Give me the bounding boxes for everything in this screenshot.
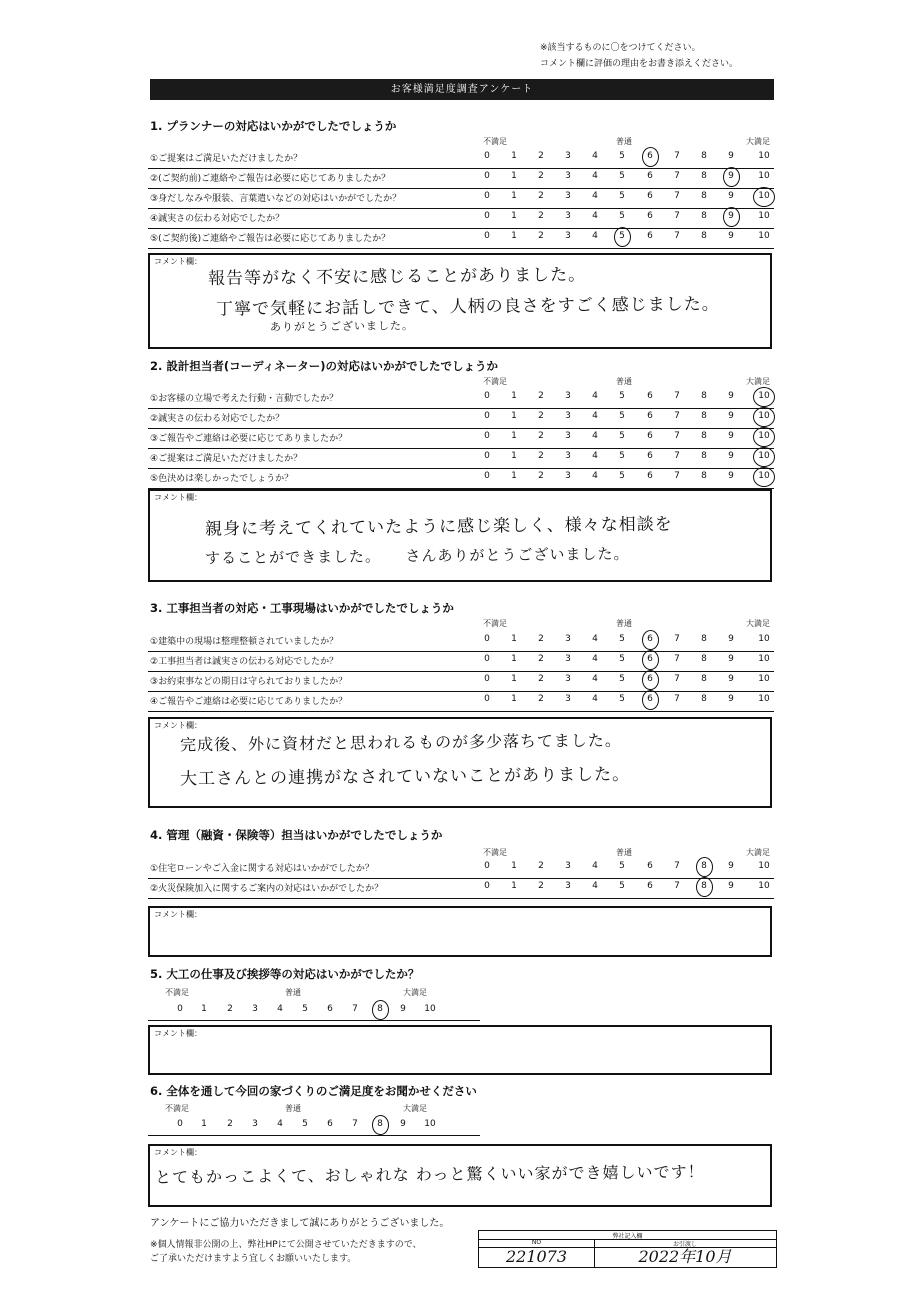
rating-option[interactable]: 0 xyxy=(484,861,490,871)
rating-option[interactable]: 10 xyxy=(758,171,770,181)
question-row xyxy=(148,428,774,449)
section-4-comment-box[interactable] xyxy=(148,906,772,957)
rating-option[interactable]: 2 xyxy=(538,674,544,684)
rating-option[interactable]: 2 xyxy=(538,881,544,891)
rating-option[interactable]: 6 xyxy=(327,1119,333,1129)
rating-option[interactable]: 7 xyxy=(674,881,680,891)
rating-option[interactable]: 3 xyxy=(565,471,571,481)
rating-option[interactable]: 0 xyxy=(484,654,490,664)
rating-option[interactable]: 1 xyxy=(511,694,517,704)
section-3-scale-low: 不満足 xyxy=(483,619,507,628)
rating-option[interactable]: 3 xyxy=(565,411,571,421)
comment-label: コメント欄： xyxy=(154,1148,202,1157)
section-2-scale-high: 大満足 xyxy=(746,377,770,386)
rating-option[interactable]: 10 xyxy=(758,231,770,241)
rating-option[interactable]: 9 xyxy=(728,861,734,871)
record-number: 221073 xyxy=(479,1247,595,1267)
rating-option[interactable]: 5 xyxy=(619,634,625,644)
rating-option[interactable]: 0 xyxy=(484,431,490,441)
rating-option[interactable]: 9 xyxy=(400,1004,406,1014)
rating-option[interactable]: 1 xyxy=(511,861,517,871)
rating-option[interactable]: 10 xyxy=(758,151,770,161)
rating-option[interactable]: 7 xyxy=(352,1004,358,1014)
section-3-scale-mid: 普通 xyxy=(616,619,632,628)
rating-option-selected[interactable]: 10 xyxy=(755,191,773,201)
rating-option[interactable]: 1 xyxy=(511,171,517,181)
question-text: ③お約束事などの期日は守られておりましたか？ xyxy=(150,677,348,687)
privacy-note-2: ご了承いただけますよう宜しくお願いいたします。 xyxy=(150,1254,357,1264)
question-text: ①建築中の現場は整理整頓されていましたか？ xyxy=(150,637,339,647)
rating-option[interactable]: 8 xyxy=(701,191,707,201)
rating-option[interactable]: 9 xyxy=(728,634,734,644)
rating-option[interactable]: 5 xyxy=(302,1119,308,1129)
question-row xyxy=(148,448,774,469)
question-row xyxy=(148,858,774,879)
question-row xyxy=(148,388,774,409)
rating-option-selected[interactable]: 10 xyxy=(755,451,773,461)
rating-option[interactable]: 4 xyxy=(592,634,598,644)
question-row xyxy=(148,878,774,899)
question-text: ①住宅ローンやご入金に関する対応はいかがでしたか？ xyxy=(150,864,374,874)
rating-option[interactable]: 0 xyxy=(484,211,490,221)
rating-option[interactable]: 3 xyxy=(565,151,571,161)
section-5-comment-box[interactable] xyxy=(148,1025,772,1075)
section-4-title: 4. 管理（融資・保険等）担当はいかがでしたでしょうか xyxy=(150,828,443,842)
rating-option[interactable]: 2 xyxy=(538,694,544,704)
section-6-scale-low: 不満足 xyxy=(165,1104,189,1113)
rating-option[interactable]: 0 xyxy=(484,171,490,181)
question-row xyxy=(148,691,774,712)
rating-option[interactable]: 3 xyxy=(565,694,571,704)
handwritten-comment: ありがとうございました。 xyxy=(269,319,415,334)
rating-option[interactable]: 3 xyxy=(565,881,571,891)
rating-option-selected[interactable]: 6 xyxy=(641,694,659,704)
section-2-title: 2. 設計担当者(コーディネーター)の対応はいかがでしたでしょうか xyxy=(150,359,498,373)
rating-option[interactable]: 6 xyxy=(647,411,653,421)
rating-option[interactable]: 5 xyxy=(302,1004,308,1014)
rating-option[interactable]: 0 xyxy=(484,694,490,704)
rating-option[interactable]: 3 xyxy=(565,861,571,871)
rating-option[interactable]: 9 xyxy=(728,431,734,441)
rating-option[interactable]: 9 xyxy=(400,1119,406,1129)
rating-option[interactable]: 2 xyxy=(538,391,544,401)
question-row xyxy=(148,468,774,489)
rating-option[interactable]: 9 xyxy=(728,674,734,684)
thanks-text: アンケートにご協力いただきまして誠にありがとうございました。 xyxy=(150,1218,450,1229)
rating-option[interactable]: 5 xyxy=(619,171,625,181)
rating-line xyxy=(148,1020,480,1021)
rating-option[interactable]: 1 xyxy=(511,191,517,201)
instruction-note-1: ※該当するものに〇をつけてください。 xyxy=(540,43,701,53)
rating-option[interactable]: 2 xyxy=(538,191,544,201)
rating-option[interactable]: 2 xyxy=(538,411,544,421)
instruction-note-2: コメント欄に評価の理由をお書き添えください。 xyxy=(540,59,739,69)
rating-option-selected[interactable]: 5 xyxy=(613,231,631,241)
rating-option[interactable]: 0 xyxy=(484,191,490,201)
rating-option[interactable]: 8 xyxy=(701,171,707,181)
rating-option[interactable]: 0 xyxy=(177,1004,183,1014)
rating-option[interactable]: 7 xyxy=(674,654,680,664)
rating-option-selected[interactable]: 8 xyxy=(371,1004,389,1014)
section-3-scale-high: 大満足 xyxy=(746,619,770,628)
rating-option[interactable]: 3 xyxy=(565,191,571,201)
rating-option[interactable]: 8 xyxy=(701,411,707,421)
rating-option[interactable]: 7 xyxy=(674,231,680,241)
rating-option[interactable]: 6 xyxy=(647,471,653,481)
rating-option-selected[interactable]: 8 xyxy=(371,1119,389,1129)
office-use-header: 弊社記入欄 xyxy=(479,1231,776,1240)
question-row xyxy=(148,208,774,229)
rating-option[interactable]: 7 xyxy=(674,391,680,401)
rating-option[interactable]: 10 xyxy=(758,674,770,684)
rating-option-selected[interactable]: 10 xyxy=(755,391,773,401)
rating-option[interactable]: 0 xyxy=(484,881,490,891)
rating-option[interactable]: 6 xyxy=(647,431,653,441)
handwritten-comment: 大工さんとの連携がなされていないことがありました。 xyxy=(179,764,631,790)
rating-option[interactable]: 2 xyxy=(538,211,544,221)
rating-option[interactable]: 4 xyxy=(277,1004,283,1014)
section-2-scale-low: 不満足 xyxy=(483,377,507,386)
rating-option[interactable]: 6 xyxy=(647,191,653,201)
rating-option[interactable]: 5 xyxy=(619,654,625,664)
rating-option[interactable]: 3 xyxy=(565,634,571,644)
rating-option[interactable]: 5 xyxy=(619,451,625,461)
rating-option[interactable]: 2 xyxy=(538,634,544,644)
rating-option[interactable]: 0 xyxy=(484,471,490,481)
rating-option[interactable]: 7 xyxy=(674,211,680,221)
rating-option[interactable]: 0 xyxy=(177,1119,183,1129)
rating-option[interactable]: 2 xyxy=(227,1119,233,1129)
rating-option[interactable]: 10 xyxy=(758,211,770,221)
rating-option[interactable]: 7 xyxy=(674,861,680,871)
question-text: ②誠実さの伝わる対応でしたか？ xyxy=(150,414,285,424)
rating-option[interactable]: 3 xyxy=(565,171,571,181)
rating-option[interactable]: 4 xyxy=(592,171,598,181)
section-1-scale-low: 不満足 xyxy=(483,137,507,146)
rating-option[interactable]: 9 xyxy=(728,881,734,891)
rating-option[interactable]: 9 xyxy=(728,694,734,704)
rating-option[interactable]: 5 xyxy=(619,431,625,441)
question-row xyxy=(148,148,774,169)
rating-option[interactable]: 9 xyxy=(728,191,734,201)
rating-option[interactable]: 2 xyxy=(227,1004,233,1014)
rating-option[interactable]: 7 xyxy=(674,191,680,201)
handwritten-comment: 親身に考えてくれていたように感じ楽しく、様々な相談を xyxy=(204,514,673,540)
office-use-table xyxy=(478,1230,777,1268)
rating-option[interactable]: 4 xyxy=(592,861,598,871)
question-text: ①ご提案はご満足いただけましたか？ xyxy=(150,154,303,164)
rating-option[interactable]: 4 xyxy=(592,431,598,441)
rating-option[interactable]: 4 xyxy=(592,654,598,664)
rating-option-selected[interactable]: 6 xyxy=(641,634,659,644)
rating-option[interactable]: 6 xyxy=(647,211,653,221)
rating-option[interactable]: 5 xyxy=(619,151,625,161)
rating-option[interactable]: 1 xyxy=(511,674,517,684)
rating-option[interactable]: 9 xyxy=(728,231,734,241)
rating-option[interactable]: 6 xyxy=(647,171,653,181)
rating-option[interactable]: 1 xyxy=(511,471,517,481)
question-row xyxy=(148,671,774,692)
question-text: ②(ご契約前)ご連絡やご報告は必要に応じてありましたか？ xyxy=(150,174,391,184)
rating-option[interactable]: 4 xyxy=(592,231,598,241)
survey-title-banner: お客様満足度調査アンケート xyxy=(150,79,774,100)
rating-option[interactable]: 8 xyxy=(701,674,707,684)
rating-option[interactable]: 4 xyxy=(592,191,598,201)
section-6-scale-high: 大満足 xyxy=(403,1104,427,1113)
rating-option[interactable]: 1 xyxy=(201,1004,207,1014)
rating-option[interactable]: 2 xyxy=(538,654,544,664)
handwritten-comment: することができました。 さんありがとうございました。 xyxy=(204,544,630,568)
rating-option[interactable]: 9 xyxy=(728,151,734,161)
rating-option[interactable]: 10 xyxy=(424,1119,436,1129)
section-5-scale-high: 大満足 xyxy=(403,988,427,997)
rating-option[interactable]: 7 xyxy=(674,471,680,481)
rating-option[interactable]: 0 xyxy=(484,231,490,241)
rating-option[interactable]: 8 xyxy=(701,231,707,241)
handwritten-comment: 丁寧で気軽にお話しできて、人柄の良さをすごく感じました。 xyxy=(215,294,720,320)
rating-option-selected[interactable]: 10 xyxy=(755,431,773,441)
rating-option[interactable]: 2 xyxy=(538,861,544,871)
section-4-scale-mid: 普通 xyxy=(616,848,632,857)
rating-option[interactable]: 2 xyxy=(538,431,544,441)
rating-option[interactable]: 2 xyxy=(538,151,544,161)
section-4-scale-low: 不満足 xyxy=(483,848,507,857)
rating-option[interactable]: 8 xyxy=(701,634,707,644)
rating-option[interactable]: 7 xyxy=(674,431,680,441)
comment-label: コメント欄： xyxy=(154,910,202,919)
rating-option[interactable]: 3 xyxy=(252,1004,258,1014)
rating-line xyxy=(148,1135,480,1136)
rating-option[interactable]: 6 xyxy=(327,1004,333,1014)
no-label: NO xyxy=(479,1239,595,1248)
question-text: ④ご提案はご満足いただけましたか？ xyxy=(150,454,303,464)
rating-option[interactable]: 10 xyxy=(758,881,770,891)
rating-option[interactable]: 1 xyxy=(511,151,517,161)
handwritten-comment: 報告等がなく不安に感じることがありました。 xyxy=(207,265,587,289)
rating-option[interactable]: 8 xyxy=(701,471,707,481)
rating-option[interactable]: 4 xyxy=(592,451,598,461)
section-1-scale-mid: 普通 xyxy=(616,137,632,146)
rating-option[interactable]: 6 xyxy=(647,451,653,461)
rating-option[interactable]: 8 xyxy=(701,391,707,401)
rating-option[interactable]: 4 xyxy=(592,151,598,161)
section-5-title: 5. 大工の仕事及び挨拶等の対応はいかがでしたか？ xyxy=(150,967,420,981)
rating-option[interactable]: 3 xyxy=(565,674,571,684)
rating-option[interactable]: 0 xyxy=(484,411,490,421)
rating-option[interactable]: 2 xyxy=(538,471,544,481)
rating-option[interactable]: 2 xyxy=(538,171,544,181)
rating-option[interactable]: 1 xyxy=(511,211,517,221)
question-text: ①お客様の立場で考えた行動・言動でしたか？ xyxy=(150,394,339,404)
rating-option-selected[interactable]: 10 xyxy=(755,471,773,481)
rating-option[interactable]: 1 xyxy=(201,1119,207,1129)
rating-option[interactable]: 0 xyxy=(484,674,490,684)
rating-option[interactable]: 1 xyxy=(511,231,517,241)
rating-option[interactable]: 9 xyxy=(728,471,734,481)
rating-option[interactable]: 1 xyxy=(511,451,517,461)
question-text: ②火災保険加入に関するご案内の対応はいかがでしたか？ xyxy=(150,884,384,894)
rating-option[interactable]: 5 xyxy=(619,211,625,221)
rating-option[interactable]: 4 xyxy=(277,1119,283,1129)
rating-option-selected[interactable]: 10 xyxy=(755,411,773,421)
rating-option[interactable]: 1 xyxy=(511,391,517,401)
rating-option[interactable]: 7 xyxy=(674,694,680,704)
rating-option-selected[interactable]: 6 xyxy=(641,151,659,161)
rating-option[interactable]: 7 xyxy=(352,1119,358,1129)
question-text: ③ご報告やご連絡は必要に応じてありましたか？ xyxy=(150,434,348,444)
rating-option[interactable]: 7 xyxy=(674,411,680,421)
comment-label: コメント欄： xyxy=(154,1029,202,1038)
rating-option[interactable]: 8 xyxy=(701,211,707,221)
rating-option[interactable]: 4 xyxy=(592,471,598,481)
rating-option[interactable]: 8 xyxy=(701,151,707,161)
rating-option[interactable]: 4 xyxy=(592,411,598,421)
section-4-scale-high: 大満足 xyxy=(746,848,770,857)
question-text: ⑤(ご契約後)ご連絡やご報告は必要に応じてありましたか？ xyxy=(150,234,391,244)
rating-option[interactable]: 3 xyxy=(252,1119,258,1129)
rating-option-selected[interactable]: 9 xyxy=(722,171,740,181)
rating-option[interactable]: 6 xyxy=(647,861,653,871)
rating-option[interactable]: 5 xyxy=(619,191,625,201)
section-6-title: 6. 全体を通して今回の家づくりのご満足度をお聞かせください xyxy=(150,1084,477,1098)
rating-option[interactable]: 5 xyxy=(619,694,625,704)
rating-option[interactable]: 10 xyxy=(758,861,770,871)
rating-option[interactable]: 10 xyxy=(758,654,770,664)
rating-option[interactable]: 1 xyxy=(511,881,517,891)
question-text: ③身だしなみや服装、言葉遣いなどの対応はいかがでしたか？ xyxy=(150,194,402,204)
rating-option[interactable]: 5 xyxy=(619,861,625,871)
rating-option-selected[interactable]: 8 xyxy=(695,881,713,891)
question-row xyxy=(148,631,774,652)
rating-option[interactable]: 1 xyxy=(511,634,517,644)
rating-option[interactable]: 3 xyxy=(565,231,571,241)
rating-option-selected[interactable]: 8 xyxy=(695,861,713,871)
section-1-scale-high: 大満足 xyxy=(746,137,770,146)
rating-option-selected[interactable]: 6 xyxy=(641,674,659,684)
rating-option[interactable]: 8 xyxy=(701,654,707,664)
privacy-note-1: ※個人情報非公開の上、弊社HPにて公開させていただきますので、 xyxy=(150,1240,422,1250)
rating-option[interactable]: 3 xyxy=(565,451,571,461)
rating-option[interactable]: 2 xyxy=(538,451,544,461)
rating-option-selected[interactable]: 6 xyxy=(641,654,659,664)
rating-option[interactable]: 1 xyxy=(511,411,517,421)
rating-option[interactable]: 5 xyxy=(619,411,625,421)
rating-option[interactable]: 5 xyxy=(619,391,625,401)
rating-option[interactable]: 7 xyxy=(674,674,680,684)
rating-option[interactable]: 4 xyxy=(592,694,598,704)
rating-option[interactable]: 7 xyxy=(674,171,680,181)
rating-option[interactable]: 5 xyxy=(619,471,625,481)
question-text: ④誠実さの伝わる対応でしたか？ xyxy=(150,214,285,224)
question-row xyxy=(148,228,774,249)
rating-option[interactable]: 4 xyxy=(592,211,598,221)
question-text: ④ご報告やご連絡は必要に応じてありましたか？ xyxy=(150,697,348,707)
question-row xyxy=(148,168,774,189)
question-text: ②工事担当者は誠実さの伝わる対応でしたか？ xyxy=(150,657,339,667)
rating-option[interactable]: 7 xyxy=(674,151,680,161)
rating-option[interactable]: 0 xyxy=(484,391,490,401)
rating-option[interactable]: 1 xyxy=(511,431,517,441)
question-row xyxy=(148,651,774,672)
rating-option[interactable]: 3 xyxy=(565,431,571,441)
comment-label: コメント欄： xyxy=(154,257,202,266)
rating-option[interactable]: 4 xyxy=(592,881,598,891)
rating-option[interactable]: 7 xyxy=(674,451,680,461)
section-5-scale-low: 不満足 xyxy=(165,988,189,997)
rating-option[interactable]: 9 xyxy=(728,654,734,664)
rating-option[interactable]: 10 xyxy=(758,634,770,644)
rating-option[interactable]: 7 xyxy=(674,634,680,644)
section-1-title: 1. プランナーの対応はいかがでしたでしょうか xyxy=(150,119,397,133)
rating-option[interactable]: 8 xyxy=(701,451,707,461)
rating-option[interactable]: 3 xyxy=(565,211,571,221)
rating-option[interactable]: 6 xyxy=(647,391,653,401)
handover-date: 2022年10月 xyxy=(638,1247,732,1266)
section-3-title: 3. 工事担当者の対応・工事現場はいかがでしたでしょうか xyxy=(150,601,454,615)
question-text: ⑤色決めは楽しかったでしょうか？ xyxy=(150,474,294,484)
rating-option[interactable]: 6 xyxy=(647,881,653,891)
rating-option[interactable]: 8 xyxy=(701,694,707,704)
rating-option[interactable]: 10 xyxy=(424,1004,436,1014)
question-row xyxy=(148,408,774,429)
rating-option[interactable]: 5 xyxy=(619,881,625,891)
handwritten-comment: 完成後、外に資材だと思われるものが多少落ちてました。 xyxy=(179,730,622,755)
rating-option[interactable]: 4 xyxy=(592,674,598,684)
rating-option[interactable]: 3 xyxy=(565,391,571,401)
rating-option[interactable]: 6 xyxy=(647,231,653,241)
section-6-scale-mid: 普通 xyxy=(285,1104,301,1113)
rating-option[interactable]: 5 xyxy=(619,674,625,684)
rating-option[interactable]: 1 xyxy=(511,654,517,664)
rating-option[interactable]: 10 xyxy=(758,694,770,704)
handwritten-comment: とてもかっこよくて、おしゃれな わっと驚くいい家ができ嬉しいです！ xyxy=(154,1162,705,1187)
rating-option[interactable]: 0 xyxy=(484,151,490,161)
comment-label: コメント欄： xyxy=(154,721,202,730)
rating-option[interactable]: 2 xyxy=(538,231,544,241)
comment-label: コメント欄： xyxy=(154,493,202,502)
rating-option[interactable]: 9 xyxy=(728,391,734,401)
rating-option[interactable]: 4 xyxy=(592,391,598,401)
question-row xyxy=(148,188,774,209)
rating-option[interactable]: 8 xyxy=(701,431,707,441)
rating-option[interactable]: 0 xyxy=(484,451,490,461)
rating-option[interactable]: 0 xyxy=(484,634,490,644)
section-2-scale-mid: 普通 xyxy=(616,377,632,386)
rating-option[interactable]: 3 xyxy=(565,654,571,664)
rating-option-selected[interactable]: 9 xyxy=(722,211,740,221)
handover-label: お引渡し xyxy=(594,1239,776,1248)
section-5-scale-mid: 普通 xyxy=(285,988,301,997)
rating-option[interactable]: 9 xyxy=(728,451,734,461)
rating-option[interactable]: 9 xyxy=(728,411,734,421)
